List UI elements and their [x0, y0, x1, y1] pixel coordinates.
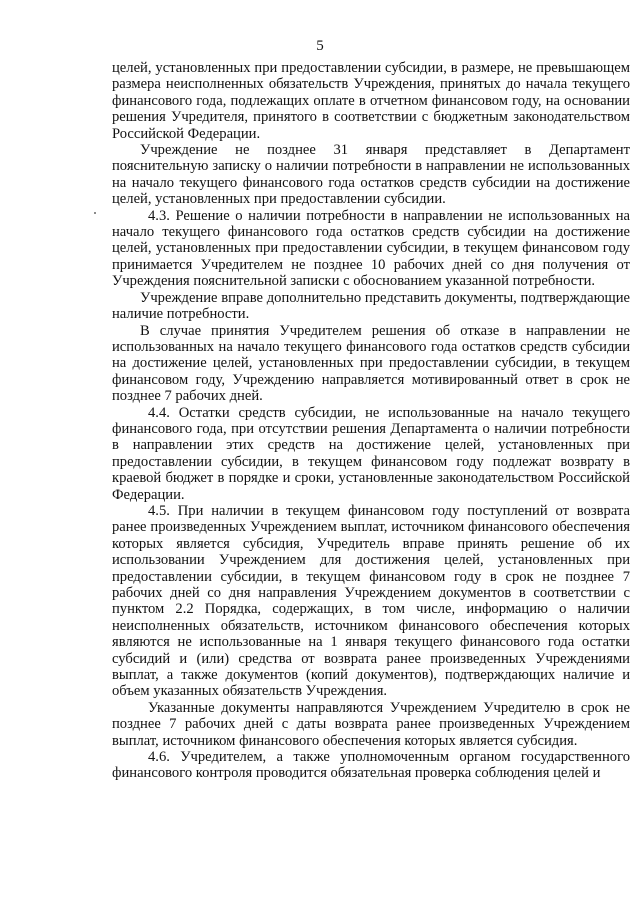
paragraph-additional-documents: Учреждение вправе дополнительно представить документы, подтверждающие наличие потребности.	[112, 289, 630, 323]
page-number: 5	[316, 38, 324, 54]
paragraph-4-5: 4.5. При наличии в текущем финансовом году поступлений от возврата ранее произведенных Учреждением выплат, источником финансового обеспечения которых является субсидия, Учредитель вправе принять решение об их использовании Учреждением для достижения целей, установленных при предоставлении субсидии, в текущем финансовом году в срок не позднее 7 рабочих дней со дня направления Учреждением документов в соответствии с пунктом 2.2 Порядка, содержащих, в том числе, информацию о наличии неисполненных обязательств, источником финансового обеспечения которых являются не использованные на 1 января текущего финансового года остатки субсидий и (или) средства от возврата ранее произведенных Учреждениями выплат, а также документов (копий документов), подтверждающих наличие и объем указанных обязательств Учреждения.	[112, 502, 630, 700]
paragraph-documents-deadline: Указанные документы направляются Учреждением Учредителю в срок не позднее 7 рабочих дней с даты возврата ранее произведенных Учреждением выплат, источником финансового обеспечения которых является субсидия.	[112, 699, 630, 749]
paragraph-explanatory-note: Учреждение не позднее 31 января представляет в Департамент пояснительную записку о наличии потребности в направлении не использованных на начало текущего финансового года остатков средств субсидии на достижение целей, установленных при предоставлении субсидии.	[112, 142, 630, 208]
paragraph-refusal: В случае принятия Учредителем решения об отказе в направлении не использованных на начало текущего финансового года остатков средств субсидии на достижение целей, установленных при предоставлении субсидии, в текущем финансовом году, Учреждению направляется мотивированный ответ в срок не позднее 7 рабочих дней.	[112, 322, 630, 405]
margin-mark	[94, 212, 96, 214]
paragraph-4-6: 4.6. Учредителем, а также уполномоченным органом государственного финансового контроля проводится обязательная проверка соблюдения целей и	[112, 749, 630, 782]
document-body	[112, 60, 630, 782]
paragraph-continuation: целей, установленных при предоставлении субсидии, в размере, не превышающем размера неисполненных обязательств Учреждения, принятых до начала текущего финансового года, подлежащих оплате в отчетном финансовом году, на основании решения Учредителя, принятого в соответствии с бюджетным законодательством Российской Федерации.	[112, 60, 630, 142]
paragraph-4-3: 4.3. Решение о наличии потребности в направлении не использованных на начало текущего финансового года остатков средств субсидии на достижение целей, установленных при предоставлении субсидии, в текущем финансовом году принимается Учредителем не позднее 10 рабочих дней со дня получения от Учреждения пояснительной записки с обоснованием указанной потребности.	[112, 207, 630, 290]
paragraph-4-4: 4.4. Остатки средств субсидии, не использованные на начало текущего финансового года, при отсутствии решения Департамента о наличии потребности в направлении этих средств на достижение целей, установленных при предоставлении субсидии, в текущем финансовом году подлежат возврату в краевой бюджет в порядке и сроки, установленные законодательством Российской Федерации.	[112, 404, 630, 503]
